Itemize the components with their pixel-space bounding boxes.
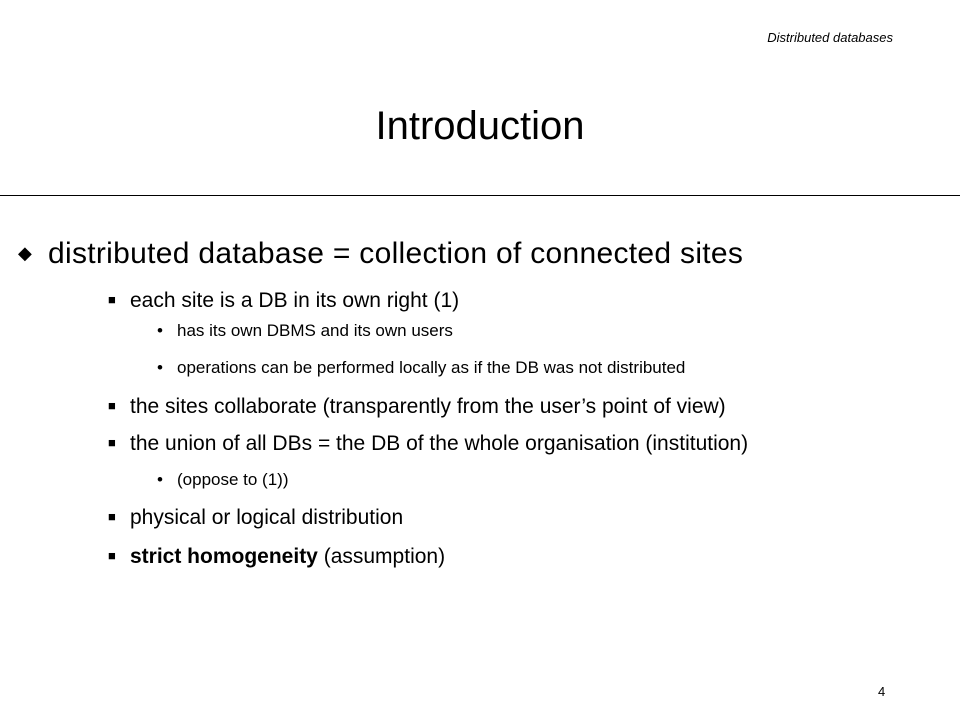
bullet-level2-physical-logical bbox=[108, 504, 403, 531]
bullet-text: each site is a DB in its own right (1) bbox=[130, 289, 460, 312]
bullet-text: operations can be performed locally as if the DB was not distributed bbox=[177, 358, 686, 377]
dot-bullet-icon: • bbox=[157, 470, 163, 489]
title-divider bbox=[0, 195, 960, 196]
bullet-text: has its own DBMS and its own users bbox=[177, 321, 453, 340]
square-bullet-icon: ■ bbox=[108, 292, 116, 307]
bullet-level3-oppose bbox=[157, 469, 289, 491]
course-title: Distributed databases bbox=[767, 30, 893, 45]
bullet-text: the union of all DBs = the DB of the whole organisation (institution) bbox=[130, 432, 749, 455]
bullet-level2-union-of-dbs bbox=[108, 430, 748, 457]
bullet-level3-operations-local bbox=[157, 357, 685, 379]
bullet-level2-sites-collaborate bbox=[108, 393, 726, 420]
slide-title: Introduction bbox=[375, 104, 585, 148]
dot-bullet-icon: • bbox=[157, 358, 163, 377]
square-bullet-icon: ■ bbox=[108, 398, 116, 413]
bullet-text: (assumption) bbox=[317, 545, 446, 568]
diamond-bullet-icon: ◆ bbox=[18, 243, 32, 263]
bullet-text: (oppose to (1)) bbox=[177, 470, 289, 489]
bullet-text: the sites collaborate (transparently from the user’s point of view) bbox=[130, 395, 726, 418]
bullet-text: distributed database = collection of connected sites bbox=[48, 237, 744, 270]
square-bullet-icon: ■ bbox=[108, 435, 116, 450]
bullet-bold-text: strict homogeneity bbox=[130, 545, 318, 568]
page-number: 4 bbox=[878, 684, 886, 699]
bullet-level3-own-dbms bbox=[157, 320, 453, 342]
bullet-level1-distributed-database bbox=[18, 236, 743, 271]
square-bullet-icon: ■ bbox=[108, 509, 116, 524]
bullet-level2-each-site bbox=[108, 287, 459, 314]
dot-bullet-icon: • bbox=[157, 321, 163, 340]
bullet-level2-strict-homogeneity bbox=[108, 543, 445, 570]
square-bullet-icon: ■ bbox=[108, 548, 116, 563]
bullet-text: physical or logical distribution bbox=[130, 506, 404, 529]
